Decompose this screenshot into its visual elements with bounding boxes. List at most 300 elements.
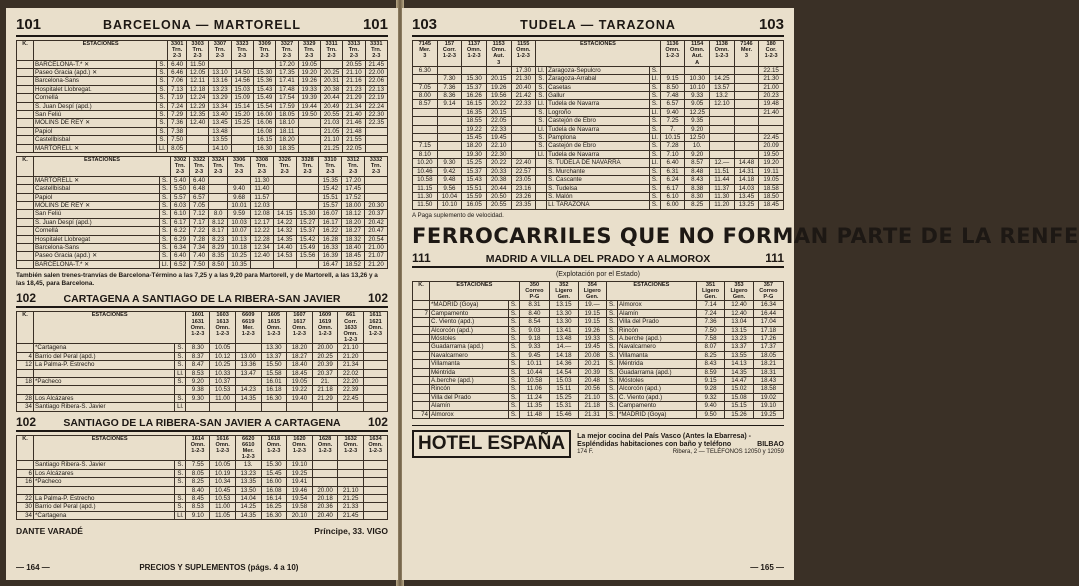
table-number: 102 [16, 291, 37, 306]
time-cell [413, 134, 438, 142]
km-cell [17, 344, 34, 352]
time-cell: 8.48 [685, 167, 710, 175]
station-name: Pamplona [547, 134, 650, 142]
station-name: *Cartagena [34, 511, 175, 519]
arr-dep-cell: S. [649, 184, 660, 192]
time-cell: 20.00 [312, 344, 338, 352]
time-cell: 14.04 [235, 495, 261, 503]
time-cell: 7.14 [696, 301, 724, 309]
time-cell: 7.05 [413, 83, 438, 91]
table-row [17, 144, 388, 152]
table-subtitle: (Explotación por el Estado) [555, 270, 641, 278]
time-cell: 13.23 [725, 334, 753, 342]
time-cell: 6.22 [170, 227, 189, 235]
train-header: 180 Cor. 1-2-3 [759, 41, 784, 67]
time-cell: 14.53 [273, 252, 296, 260]
time-cell: 19.39 [298, 94, 320, 102]
time-cell: 13.47 [235, 369, 261, 377]
time-cell: 9.32 [696, 393, 724, 401]
km-header: K. [17, 435, 34, 461]
train-header: 3322 Trn. 2-3 [190, 157, 209, 177]
time-cell [734, 75, 759, 83]
page-number: — 165 — [750, 563, 784, 572]
station-name: Barrio del Peral (apd.) [34, 503, 175, 511]
time-cell: 18.58 [759, 184, 784, 192]
time-cell: 14.13 [725, 360, 753, 368]
time-cell: 16.28 [319, 235, 342, 243]
time-cell: 20.25 [320, 69, 342, 77]
time-cell [734, 150, 759, 158]
time-cell: 17.30 [511, 66, 536, 74]
time-cell: 10.58 [519, 376, 549, 384]
train-header: 661 Corr. 1633 Omn. 1-2-3 [338, 312, 364, 344]
table-101-header [16, 16, 388, 37]
time-cell: 17.35 [276, 69, 298, 77]
km-cell [17, 461, 34, 469]
time-cell: 15.43 [253, 85, 275, 93]
time-cell: 8.40 [519, 309, 549, 317]
time-cell: 6.24 [660, 176, 685, 184]
station-name: Méntrida [430, 368, 509, 376]
station-name: *MADRID (Goya) [430, 301, 509, 309]
time-cell: 21.10 [343, 69, 365, 77]
time-cell: 10.10 [685, 83, 710, 91]
train-header: 1138 Omn. 1-2-3 [710, 41, 735, 67]
station-name: Santiago Ribera-S. Javier [34, 461, 175, 469]
station-name: C. Viento (apd.) [430, 318, 509, 326]
time-cell: 12.34 [251, 243, 274, 251]
time-cell: 22.30 [365, 111, 387, 119]
time-cell: 21.40 [343, 111, 365, 119]
train-header: 3327 Trn. 2-3 [276, 41, 298, 61]
time-cell: 9.18 [519, 334, 549, 342]
station-name: Hospitalet Llobregat. [34, 85, 157, 93]
time-cell: 9.35 [685, 117, 710, 125]
time-cell [186, 144, 208, 152]
time-cell [296, 185, 319, 193]
time-cell: 20.15 [486, 108, 511, 116]
table-row [17, 344, 388, 352]
time-cell: 6.17 [660, 184, 685, 192]
arr-dep-cell: Ll. [175, 511, 186, 519]
time-cell: 7.13 [168, 85, 187, 93]
table-row [17, 377, 388, 385]
time-cell: 8.05 [168, 144, 187, 152]
time-cell: 13.2 [710, 92, 735, 100]
time-cell: 12.10 [710, 100, 735, 108]
time-cell: 16.47 [319, 260, 342, 268]
time-cell: 6.29 [170, 235, 189, 243]
time-cell: 18.40 [342, 243, 365, 251]
time-cell: 7.36 [696, 318, 724, 326]
time-cell: 15.08 [725, 393, 753, 401]
km-cell [17, 227, 34, 235]
table-number: 103 [758, 16, 784, 33]
time-cell: 22.10 [486, 142, 511, 150]
table-row [413, 368, 784, 376]
time-cell: 9.10 [186, 511, 210, 519]
time-cell: 14.56 [231, 77, 253, 85]
time-cell [363, 369, 387, 377]
arr-dep-cell: S. [175, 469, 186, 477]
time-cell [759, 117, 784, 125]
arr-dep-cell: S. [159, 193, 170, 201]
time-cell: 14.50 [231, 69, 253, 77]
stations-header: ESTACIONES [34, 435, 186, 461]
time-cell: 22.45 [759, 134, 784, 142]
table-title: MADRID A VILLA DEL PRADO Y A ALMOROX [485, 252, 711, 265]
time-cell: 15.30 [261, 461, 287, 469]
time-cell [437, 66, 462, 74]
arr-dep-cell: S. [508, 385, 519, 393]
time-cell [759, 125, 784, 133]
train-header: 1607 1617 Omn. 1-2-3 [287, 312, 313, 344]
time-cell: 12.24 [186, 94, 208, 102]
time-cell [363, 511, 387, 519]
arr-dep-cell: S. [508, 393, 519, 401]
table-row [17, 403, 388, 411]
station-name: Cornellá [34, 94, 157, 102]
time-cell [235, 377, 261, 385]
time-cell: 10.04 [437, 192, 462, 200]
time-cell: 20.40 [312, 511, 338, 519]
time-cell: 12.40 [725, 301, 753, 309]
time-cell: 14.31 [734, 167, 759, 175]
time-cell: 19.50 [298, 111, 320, 119]
time-cell: 21.30 [511, 75, 536, 83]
arr-dep-cell: S. [157, 119, 168, 127]
time-cell: 23.05 [511, 176, 536, 184]
time-cell [710, 125, 735, 133]
banner-title: FERROCARRILES QUE NO FORMAN PARTE DE LA RENFE [412, 223, 1079, 248]
time-cell: 8.57 [413, 100, 438, 108]
time-cell: 10. [685, 142, 710, 150]
time-cell: 15.20 [231, 111, 253, 119]
km-cell: 28 [17, 394, 34, 402]
time-cell: 21.31 [578, 410, 606, 418]
time-cell [734, 142, 759, 150]
time-cell: 14.18 [734, 176, 759, 184]
km-cell [17, 210, 34, 218]
timetable-103 [412, 40, 784, 210]
table-title: TUDELA — TARAZONA [520, 18, 676, 32]
km-cell [413, 360, 430, 368]
time-cell: 7.12 [190, 210, 209, 218]
table-header-row [17, 41, 388, 61]
arr-dep-cell: Ll. [536, 150, 547, 158]
time-cell: 19.48 [759, 100, 784, 108]
table-header-row [413, 41, 784, 67]
time-cell: 19.05 [287, 377, 313, 385]
time-cell: 11.24 [519, 393, 549, 401]
arr-dep-cell: Ll. [175, 369, 186, 377]
time-cell: 21.48 [343, 127, 365, 135]
arr-dep-cell [536, 184, 547, 192]
time-cell: 18.10 [276, 119, 298, 127]
time-cell [365, 176, 388, 184]
time-cell: 9.48 [437, 176, 462, 184]
time-cell: 22.57 [511, 167, 536, 175]
time-cell: 17.41 [276, 77, 298, 85]
train-header: 7145 Mer. 3 [413, 41, 438, 67]
time-cell: 13.36 [235, 361, 261, 369]
train-header: 3323 Trn. 2-3 [231, 41, 253, 61]
train-header: 1601 1631 Omn. 1-2-3 [186, 312, 210, 344]
time-cell: 20.37 [365, 210, 388, 218]
train-header: 1618 Omn. 1-2-3 [261, 435, 287, 461]
arr-dep-cell: S. [159, 235, 170, 243]
km-cell [17, 85, 34, 93]
table-row [413, 192, 784, 200]
train-header: 1136 Omn. 1-2-3 [660, 41, 685, 67]
time-cell: 21.00 [365, 243, 388, 251]
train-header: 157 Corr. 1-2-3 [437, 41, 462, 67]
time-cell [363, 377, 387, 385]
time-cell: 18.45 [342, 252, 365, 260]
time-cell: 13.34 [209, 102, 231, 110]
time-cell [365, 185, 388, 193]
time-cell: 19.45 [486, 134, 511, 142]
time-cell: 19.33 [578, 334, 606, 342]
km-cell [17, 386, 34, 394]
time-cell: 23.35 [511, 201, 536, 209]
time-cell [710, 66, 735, 74]
table-note: A Paga suplemento de velocidad. [412, 211, 504, 219]
time-cell: 12.40 [251, 252, 274, 260]
time-cell: 16.15 [462, 100, 487, 108]
time-cell: 18.32 [342, 235, 365, 243]
table-row [17, 127, 388, 135]
time-cell [231, 144, 253, 152]
train-header: 1616 Omn. 1-2-3 [210, 435, 236, 461]
station-name: Campamento [430, 309, 509, 317]
stations-header: ESTACIONES [430, 281, 520, 301]
train-header: 1603 1613 Omn. 1-2-3 [210, 312, 236, 344]
time-cell: 21.34 [338, 361, 364, 369]
time-cell: 21.55 [343, 136, 365, 144]
km-header: K. [17, 312, 34, 344]
time-cell: 13.16 [209, 77, 231, 85]
time-cell: 6.40 [660, 159, 685, 167]
time-cell: 16.25 [261, 503, 287, 511]
time-cell: 14.25 [235, 503, 261, 511]
table-number: 101 [16, 16, 42, 33]
km-cell [413, 385, 430, 393]
time-cell: 5.40 [170, 176, 189, 184]
hotel-advertisement [412, 425, 784, 458]
stations-header: ESTACIONES [34, 312, 186, 344]
table-row [17, 218, 388, 226]
km-cell [413, 376, 430, 384]
km-cell [17, 102, 34, 110]
time-cell [437, 134, 462, 142]
time-cell: 8.38 [685, 184, 710, 192]
time-cell: 14.32 [273, 227, 296, 235]
hotel-ref: 174 F. [577, 449, 594, 456]
time-cell: 11.00 [210, 503, 236, 511]
time-cell: 22.15 [759, 66, 784, 74]
time-cell: 20.42 [365, 218, 388, 226]
page-number: — 164 — [16, 563, 50, 572]
arr-dep-cell [175, 386, 186, 394]
table-row [413, 92, 784, 100]
station-name [34, 369, 175, 377]
time-cell [186, 403, 210, 411]
time-cell [273, 201, 296, 209]
time-cell: 12.28 [251, 235, 274, 243]
table-row [17, 176, 388, 184]
time-cell [298, 127, 320, 135]
time-cell: 19.02 [753, 393, 783, 401]
km-cell: 22 [17, 495, 34, 503]
arr-dep-cell: S. [157, 69, 168, 77]
time-cell [298, 136, 320, 144]
footer-text: PRECIOS Y SUPLEMENTOS (págs. 4 a 10) [139, 563, 299, 572]
arr-dep-cell: S. [606, 343, 617, 351]
time-cell [437, 150, 462, 158]
time-cell: 15.56 [296, 252, 319, 260]
time-cell [338, 469, 364, 477]
station-name: MARTORELL ✕ [34, 144, 157, 152]
station-name: Almorox [617, 301, 696, 309]
time-cell: 16.00 [253, 111, 275, 119]
station-name: Móstoles [430, 334, 509, 342]
arr-dep-cell: S. [649, 83, 660, 91]
table-row [17, 119, 388, 127]
time-cell: 13.15 [725, 326, 753, 334]
time-cell: 20.55 [486, 201, 511, 209]
time-cell: 19.50 [759, 150, 784, 158]
time-cell: 22.19 [365, 94, 387, 102]
time-cell [437, 108, 462, 116]
train-header: 3306 Trn. 2-3 [228, 157, 251, 177]
table-row [17, 260, 388, 268]
time-cell: 15.03 [231, 85, 253, 93]
time-cell: 20.00 [312, 486, 338, 494]
time-cell: 18.45 [287, 369, 313, 377]
station-name: S. Juan Despí (apd.) [34, 102, 157, 110]
km-cell [17, 218, 34, 226]
time-cell: 19.58 [287, 503, 313, 511]
station-name: Papiol [34, 127, 157, 135]
arr-dep-cell: S. [606, 368, 617, 376]
table-row [17, 252, 388, 260]
time-cell: 22.02 [338, 369, 364, 377]
time-cell: 11.30 [413, 192, 438, 200]
time-cell: 19.26 [486, 83, 511, 91]
time-cell: 11.57 [251, 193, 274, 201]
time-cell: 18.55 [462, 117, 487, 125]
arr-dep-cell: S. [649, 150, 660, 158]
time-cell [413, 117, 438, 125]
time-cell: 11.37 [710, 184, 735, 192]
time-cell: 9.45 [519, 351, 549, 359]
time-cell: 16.26 [462, 92, 487, 100]
table-row [17, 369, 388, 377]
time-cell: 15.51 [462, 184, 487, 192]
time-cell: 15.37 [462, 167, 487, 175]
km-cell: 16 [17, 478, 34, 486]
arr-dep-cell: S. [536, 134, 547, 142]
km-cell [17, 111, 34, 119]
time-cell: 13.41 [550, 326, 578, 334]
time-cell: 13. [235, 461, 261, 469]
time-cell: 19.46 [287, 486, 313, 494]
time-cell [365, 193, 388, 201]
train-header: 3303 Trn. 2-3 [186, 41, 208, 61]
time-cell: 9.56 [437, 184, 462, 192]
time-cell: 10.53 [210, 386, 236, 394]
time-cell: 12.05 [186, 69, 208, 77]
time-cell: 7.58 [696, 334, 724, 342]
time-cell [273, 176, 296, 184]
time-cell: 18.21 [753, 360, 783, 368]
time-cell: 20.37 [312, 369, 338, 377]
arr-dep-cell: S. [606, 318, 617, 326]
time-cell: 19.15 [578, 309, 606, 317]
time-cell: 13.00 [235, 352, 261, 360]
table-number: 111 [765, 250, 784, 265]
train-header: 1153 Omn. Aut. 3 [486, 41, 511, 67]
time-cell: 16.44 [753, 309, 783, 317]
station-name: Guadarrama (apd.) [430, 343, 509, 351]
arr-dep-cell [175, 486, 186, 494]
arr-dep-cell: S. [649, 142, 660, 150]
time-cell: 15.14 [231, 102, 253, 110]
time-cell: 23.26 [511, 192, 536, 200]
time-cell: 8.25 [186, 478, 210, 486]
time-cell: 8.35 [209, 252, 228, 260]
km-cell: 6 [17, 469, 34, 477]
train-header: 1611 1621 Omn. 1-2-3 [363, 312, 387, 344]
time-cell: 21.05 [320, 127, 342, 135]
time-cell: 9.28 [696, 385, 724, 393]
timetable-101-out [16, 40, 388, 153]
time-cell: 8.57 [685, 159, 710, 167]
table-row [413, 184, 784, 192]
time-cell: 7.22 [190, 227, 209, 235]
time-cell: 18.20 [462, 142, 487, 150]
time-cell [320, 60, 342, 68]
arr-dep-cell: S. [157, 77, 168, 85]
left-page [6, 8, 398, 580]
time-cell: 21.34 [343, 102, 365, 110]
time-cell: 7.29 [168, 111, 187, 119]
table-row [17, 94, 388, 102]
arr-dep-cell: S. [508, 360, 519, 368]
time-cell [734, 83, 759, 91]
time-cell: 13.55 [725, 351, 753, 359]
timetable-111 [412, 281, 784, 419]
table-row [413, 326, 784, 334]
time-cell: 22.35 [365, 119, 387, 127]
arr-dep-cell: S. [536, 108, 547, 116]
time-cell: 8.05 [186, 469, 210, 477]
table-number: 103 [412, 16, 438, 33]
station-name: *MADRID (Goya) [617, 410, 696, 418]
time-cell: 15.45 [462, 134, 487, 142]
time-cell: 7. [660, 125, 685, 133]
hotel-description: La mejor cocina del País Vasco (Antes la Ebarresa) - Espléndidas habitaciones con baño y teléfono [577, 432, 751, 449]
arr-dep-cell: S. [649, 66, 660, 74]
train-header: 1632 Omn. 1-2-3 [338, 435, 364, 461]
time-cell: 9.30 [437, 159, 462, 167]
time-cell: 6.34 [170, 243, 189, 251]
table-102b-header [16, 415, 388, 432]
ad-address: Príncipe, 33. VIGO [314, 526, 388, 537]
arr-dep-cell [536, 159, 547, 167]
km-cell [17, 193, 34, 201]
